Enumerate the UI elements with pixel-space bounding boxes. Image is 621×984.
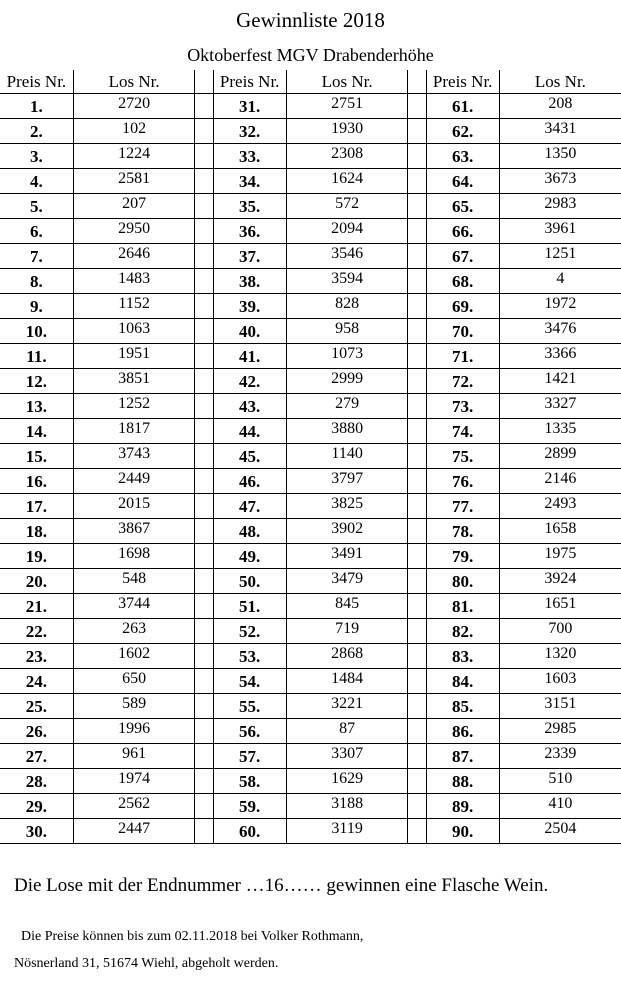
column-separator: [195, 794, 213, 819]
prize-number: 32.: [213, 119, 286, 144]
column-separator: [195, 94, 213, 119]
column-separator: [195, 744, 213, 769]
column-separator: [195, 144, 213, 169]
prize-number: 69.: [426, 294, 499, 319]
ticket-number: 1224: [73, 144, 195, 169]
prize-number: 38.: [213, 269, 286, 294]
prize-number: 16.: [0, 469, 73, 494]
ticket-number: 3151: [499, 694, 621, 719]
ticket-number: 3594: [286, 269, 408, 294]
column-separator: [408, 669, 426, 694]
column-separator: [408, 519, 426, 544]
prize-number: 9.: [0, 294, 73, 319]
prize-number: 33.: [213, 144, 286, 169]
ticket-number: 1320: [499, 644, 621, 669]
column-separator: [195, 369, 213, 394]
column-separator: [195, 644, 213, 669]
prize-number: 68.: [426, 269, 499, 294]
ticket-number: 4: [499, 269, 621, 294]
column-separator: [195, 444, 213, 469]
prize-number: 74.: [426, 419, 499, 444]
column-separator: [408, 94, 426, 119]
table-header-row: [0, 70, 621, 94]
ticket-number: 1974: [73, 769, 195, 794]
ticket-number: 1484: [286, 669, 408, 694]
ticket-number: 2581: [73, 169, 195, 194]
column-separator: [408, 244, 426, 269]
prize-number: 46.: [213, 469, 286, 494]
table-row: [0, 269, 621, 294]
prize-number: 60.: [213, 819, 286, 844]
prize-number: 39.: [213, 294, 286, 319]
prize-number: 27.: [0, 744, 73, 769]
ticket-number: 961: [73, 744, 195, 769]
column-separator: [408, 794, 426, 819]
prize-number: 76.: [426, 469, 499, 494]
ticket-number: 2999: [286, 369, 408, 394]
table-row: [0, 544, 621, 569]
prize-number: 47.: [213, 494, 286, 519]
prize-number: 57.: [213, 744, 286, 769]
ticket-number: 2339: [499, 744, 621, 769]
table-row: [0, 819, 621, 844]
ticket-number: 3431: [499, 119, 621, 144]
prize-number: 90.: [426, 819, 499, 844]
prize-number: 31.: [213, 94, 286, 119]
prize-number: 61.: [426, 94, 499, 119]
ticket-number: 3546: [286, 244, 408, 269]
prize-number: 34.: [213, 169, 286, 194]
column-separator: [195, 719, 213, 744]
ticket-number: 1140: [286, 444, 408, 469]
prize-number: 40.: [213, 319, 286, 344]
ticket-number: 3880: [286, 419, 408, 444]
ticket-number: 3366: [499, 344, 621, 369]
table-row: [0, 319, 621, 344]
ticket-number: 3867: [73, 519, 195, 544]
table-row: [0, 194, 621, 219]
column-separator: [195, 344, 213, 369]
ticket-number: 3743: [73, 444, 195, 469]
column-separator: [408, 719, 426, 744]
column-separator: [195, 394, 213, 419]
prize-number: 42.: [213, 369, 286, 394]
column-separator: [195, 694, 213, 719]
ticket-number: 2720: [73, 94, 195, 119]
ticket-number: 2985: [499, 719, 621, 744]
table-row: [0, 169, 621, 194]
prize-number: 13.: [0, 394, 73, 419]
column-separator: [408, 144, 426, 169]
prize-number: 78.: [426, 519, 499, 544]
ticket-number: 3221: [286, 694, 408, 719]
prize-number: 56.: [213, 719, 286, 744]
ticket-number: 3327: [499, 394, 621, 419]
column-separator: [195, 519, 213, 544]
column-separator: [408, 369, 426, 394]
table-row: [0, 619, 621, 644]
column-separator: [195, 70, 213, 94]
prize-number: 65.: [426, 194, 499, 219]
prize-number: 5.: [0, 194, 73, 219]
column-separator: [195, 269, 213, 294]
prize-number: 55.: [213, 694, 286, 719]
prize-number: 71.: [426, 344, 499, 369]
ticket-number: 1252: [73, 394, 195, 419]
page-subtitle: Oktoberfest MGV Drabenderhöhe: [187, 45, 434, 65]
prize-number: 64.: [426, 169, 499, 194]
table-row: [0, 644, 621, 669]
prize-number: 36.: [213, 219, 286, 244]
prize-number: 30.: [0, 819, 73, 844]
column-header-prize: Preis Nr.: [213, 70, 286, 94]
column-separator: [195, 319, 213, 344]
ticket-number: 1658: [499, 519, 621, 544]
ticket-number: 2751: [286, 94, 408, 119]
table-row: [0, 344, 621, 369]
pickup-info-line-2: Nösnerland 31, 51674 Wiehl, abgeholt werden.: [14, 956, 279, 971]
column-separator: [195, 469, 213, 494]
prize-number: 77.: [426, 494, 499, 519]
prize-number: 48.: [213, 519, 286, 544]
ticket-number: 1335: [499, 419, 621, 444]
column-header-ticket: Los Nr.: [286, 70, 408, 94]
ticket-number: 2447: [73, 819, 195, 844]
ticket-number: 1951: [73, 344, 195, 369]
ticket-number: 3961: [499, 219, 621, 244]
page-title: Gewinnliste 2018: [236, 8, 385, 32]
ticket-number: 207: [73, 194, 195, 219]
prize-table: [0, 70, 621, 844]
table-row: [0, 219, 621, 244]
prize-number: 24.: [0, 669, 73, 694]
column-separator: [408, 269, 426, 294]
table-row: [0, 494, 621, 519]
ticket-number: 208: [499, 94, 621, 119]
prize-number: 75.: [426, 444, 499, 469]
table-row: [0, 369, 621, 394]
ticket-number: 572: [286, 194, 408, 219]
prize-number: 35.: [213, 194, 286, 219]
table-row: [0, 794, 621, 819]
ticket-number: 719: [286, 619, 408, 644]
column-separator: [195, 294, 213, 319]
ticket-number: 1817: [73, 419, 195, 444]
table-row: [0, 419, 621, 444]
prize-number: 83.: [426, 644, 499, 669]
ticket-number: 1483: [73, 269, 195, 294]
pickup-info-line-1: Die Preise können bis zum 02.11.2018 bei Volker Rothmann,: [21, 929, 364, 944]
ticket-number: 2094: [286, 219, 408, 244]
prize-number: 67.: [426, 244, 499, 269]
ticket-number: 1975: [499, 544, 621, 569]
column-separator: [408, 594, 426, 619]
column-separator: [195, 594, 213, 619]
ticket-number: 1629: [286, 769, 408, 794]
prize-number: 54.: [213, 669, 286, 694]
ticket-number: 2562: [73, 794, 195, 819]
table-row: [0, 144, 621, 169]
column-separator: [195, 569, 213, 594]
prize-number: 89.: [426, 794, 499, 819]
prize-number: 88.: [426, 769, 499, 794]
ticket-number: 1152: [73, 294, 195, 319]
table-row: [0, 744, 621, 769]
column-separator: [195, 619, 213, 644]
column-separator: [408, 444, 426, 469]
column-separator: [195, 194, 213, 219]
prize-number: 41.: [213, 344, 286, 369]
table-row: [0, 769, 621, 794]
prize-number: 49.: [213, 544, 286, 569]
prize-number: 51.: [213, 594, 286, 619]
prize-number: 7.: [0, 244, 73, 269]
prize-number: 3.: [0, 144, 73, 169]
ticket-number: 3476: [499, 319, 621, 344]
column-separator: [408, 219, 426, 244]
ticket-number: 2950: [73, 219, 195, 244]
ticket-number: 410: [499, 794, 621, 819]
ticket-number: 2646: [73, 244, 195, 269]
ticket-number: 2504: [499, 819, 621, 844]
prize-number: 17.: [0, 494, 73, 519]
prize-number: 37.: [213, 244, 286, 269]
column-separator: [408, 169, 426, 194]
ticket-number: 263: [73, 619, 195, 644]
ticket-number: 1421: [499, 369, 621, 394]
ticket-number: 1996: [73, 719, 195, 744]
column-separator: [195, 819, 213, 844]
ticket-number: 279: [286, 394, 408, 419]
prize-number: 22.: [0, 619, 73, 644]
prize-number: 53.: [213, 644, 286, 669]
column-separator: [408, 119, 426, 144]
prize-number: 19.: [0, 544, 73, 569]
column-separator: [408, 619, 426, 644]
table-row: [0, 94, 621, 119]
column-separator: [408, 644, 426, 669]
ticket-number: 2146: [499, 469, 621, 494]
column-separator: [408, 419, 426, 444]
prize-number: 28.: [0, 769, 73, 794]
prize-number: 11.: [0, 344, 73, 369]
ticket-number: 2493: [499, 494, 621, 519]
ticket-number: 700: [499, 619, 621, 644]
column-header-prize: Preis Nr.: [426, 70, 499, 94]
ticket-number: 1972: [499, 294, 621, 319]
ticket-number: 3825: [286, 494, 408, 519]
ticket-number: 958: [286, 319, 408, 344]
prize-number: 29.: [0, 794, 73, 819]
table-row: [0, 569, 621, 594]
table-row: [0, 294, 621, 319]
prize-number: 81.: [426, 594, 499, 619]
prize-number: 45.: [213, 444, 286, 469]
ticket-number: 1603: [499, 669, 621, 694]
ticket-number: 828: [286, 294, 408, 319]
ticket-number: 650: [73, 669, 195, 694]
ticket-number: 2983: [499, 194, 621, 219]
prize-number: 66.: [426, 219, 499, 244]
column-separator: [408, 294, 426, 319]
column-separator: [195, 769, 213, 794]
prize-number: 63.: [426, 144, 499, 169]
column-separator: [408, 394, 426, 419]
table-row: [0, 519, 621, 544]
prize-number: 70.: [426, 319, 499, 344]
ticket-number: 3119: [286, 819, 408, 844]
prize-number: 21.: [0, 594, 73, 619]
column-header-prize: Preis Nr.: [0, 70, 73, 94]
ticket-number: 1251: [499, 244, 621, 269]
prize-number: 18.: [0, 519, 73, 544]
ticket-number: 3479: [286, 569, 408, 594]
column-separator: [195, 219, 213, 244]
ticket-number: 102: [73, 119, 195, 144]
column-header-ticket: Los Nr.: [499, 70, 621, 94]
ticket-number: 1930: [286, 119, 408, 144]
prize-number: 20.: [0, 569, 73, 594]
ticket-number: 2899: [499, 444, 621, 469]
column-separator: [408, 819, 426, 844]
column-separator: [195, 669, 213, 694]
wine-prize-note: Die Lose mit der Endnummer …16…… gewinnen eine Flasche Wein.: [14, 875, 549, 896]
column-separator: [408, 319, 426, 344]
prize-number: 50.: [213, 569, 286, 594]
ticket-number: 845: [286, 594, 408, 619]
prize-number: 8.: [0, 269, 73, 294]
prize-number: 2.: [0, 119, 73, 144]
prize-number: 14.: [0, 419, 73, 444]
column-separator: [408, 344, 426, 369]
prize-number: 10.: [0, 319, 73, 344]
prize-number: 1.: [0, 94, 73, 119]
column-separator: [408, 469, 426, 494]
column-header-ticket: Los Nr.: [73, 70, 195, 94]
prize-number: 12.: [0, 369, 73, 394]
ticket-number: 3797: [286, 469, 408, 494]
column-separator: [195, 169, 213, 194]
prize-number: 85.: [426, 694, 499, 719]
column-separator: [195, 544, 213, 569]
ticket-number: 1698: [73, 544, 195, 569]
column-separator: [195, 494, 213, 519]
prize-number: 59.: [213, 794, 286, 819]
column-separator: [408, 569, 426, 594]
prize-number: 86.: [426, 719, 499, 744]
table-row: [0, 669, 621, 694]
table-row: [0, 119, 621, 144]
ticket-number: 2308: [286, 144, 408, 169]
ticket-number: 1602: [73, 644, 195, 669]
table-row: [0, 694, 621, 719]
ticket-number: 3924: [499, 569, 621, 594]
table-row: [0, 469, 621, 494]
ticket-number: 1624: [286, 169, 408, 194]
ticket-number: 1063: [73, 319, 195, 344]
ticket-number: 589: [73, 694, 195, 719]
prize-number: 23.: [0, 644, 73, 669]
ticket-number: 510: [499, 769, 621, 794]
ticket-number: 2868: [286, 644, 408, 669]
prize-number: 62.: [426, 119, 499, 144]
prize-number: 43.: [213, 394, 286, 419]
column-separator: [408, 694, 426, 719]
ticket-number: 548: [73, 569, 195, 594]
prize-number: 84.: [426, 669, 499, 694]
prize-number: 26.: [0, 719, 73, 744]
column-separator: [408, 544, 426, 569]
ticket-number: 87: [286, 719, 408, 744]
column-separator: [408, 744, 426, 769]
ticket-number: 3851: [73, 369, 195, 394]
table-row: [0, 719, 621, 744]
table-row: [0, 594, 621, 619]
ticket-number: 3902: [286, 519, 408, 544]
prize-number: 6.: [0, 219, 73, 244]
ticket-number: 1073: [286, 344, 408, 369]
prize-number: 4.: [0, 169, 73, 194]
ticket-number: 3307: [286, 744, 408, 769]
prize-number: 82.: [426, 619, 499, 644]
ticket-number: 2015: [73, 494, 195, 519]
ticket-number: 1651: [499, 594, 621, 619]
table-row: [0, 394, 621, 419]
table-row: [0, 444, 621, 469]
prize-number: 15.: [0, 444, 73, 469]
column-separator: [408, 494, 426, 519]
prize-number: 25.: [0, 694, 73, 719]
prize-number: 44.: [213, 419, 286, 444]
ticket-number: 1350: [499, 144, 621, 169]
column-separator: [195, 244, 213, 269]
prize-number: 58.: [213, 769, 286, 794]
column-separator: [408, 194, 426, 219]
ticket-number: 3491: [286, 544, 408, 569]
prize-number: 80.: [426, 569, 499, 594]
prize-number: 87.: [426, 744, 499, 769]
prize-number: 52.: [213, 619, 286, 644]
prize-number: 72.: [426, 369, 499, 394]
prize-number: 73.: [426, 394, 499, 419]
column-separator: [195, 419, 213, 444]
ticket-number: 3673: [499, 169, 621, 194]
column-separator: [408, 70, 426, 94]
ticket-number: 3744: [73, 594, 195, 619]
column-separator: [408, 769, 426, 794]
ticket-number: 2449: [73, 469, 195, 494]
prize-number: 79.: [426, 544, 499, 569]
ticket-number: 3188: [286, 794, 408, 819]
column-separator: [195, 119, 213, 144]
table-row: [0, 244, 621, 269]
